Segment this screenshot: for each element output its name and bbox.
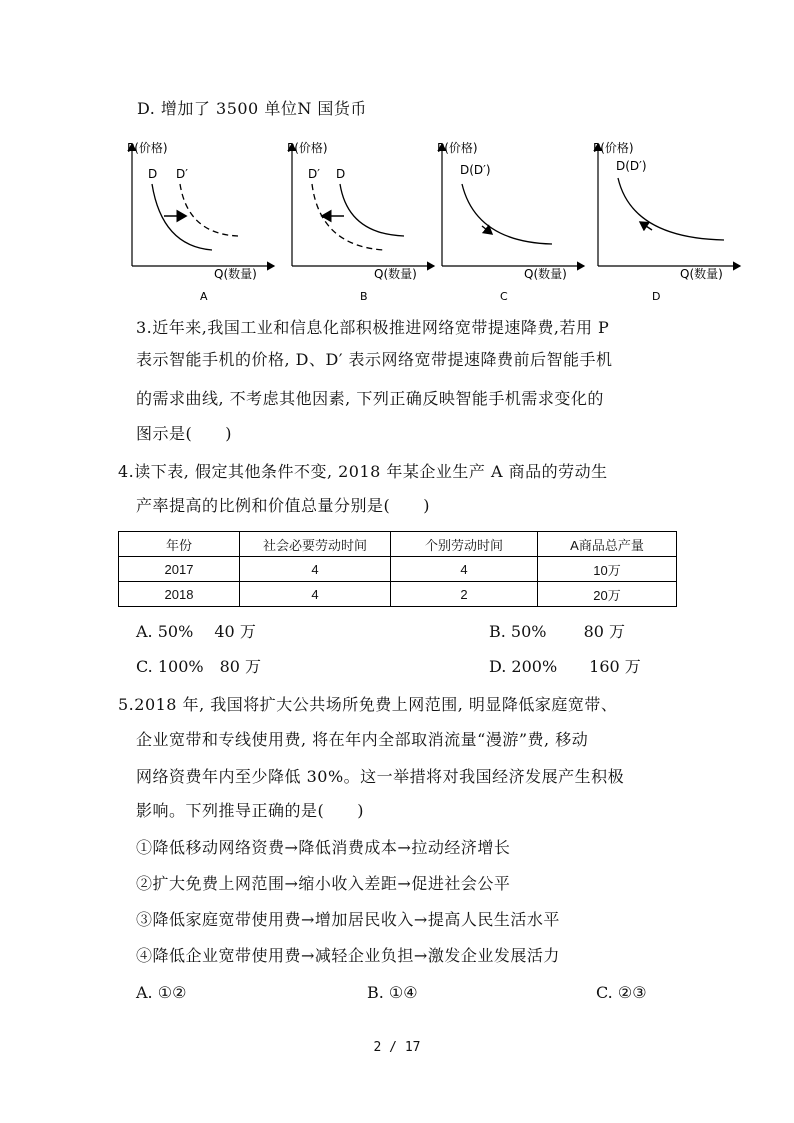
q4-data-table (118, 531, 677, 607)
graph-a-curve-label-d: D (148, 167, 158, 181)
graph-d-label: D (652, 290, 661, 303)
graph-b-curve-label-d-prime: D′ (308, 167, 320, 181)
q4-option-d: D. 200% 160 万 (489, 657, 641, 676)
graph-a-label: A (200, 290, 208, 303)
graph-d-q-axis: Q(数量) (680, 267, 723, 281)
table-row (119, 582, 677, 607)
q4-option-c: C. 100% 80 万 (136, 657, 262, 676)
graph-d-curve (618, 178, 724, 240)
q3-line-1: 3.近年来,我国工业和信息化部积极推进网络宽带提速降费,若用 P (136, 318, 610, 337)
graph-a-curve-d-prime (180, 184, 238, 236)
q3-line-3: 的需求曲线, 不考虑其他因素, 下列正确反映智能手机需求变化的 (136, 389, 604, 408)
graph-c-label: C (500, 290, 508, 303)
graph-d-curve-label: D(D′) (616, 159, 647, 173)
q5-item-4: ④降低企业宽带使用费→减轻企业负担→激发企业发展活力 (136, 946, 560, 965)
graph-c-curve-label: D(D′) (460, 163, 491, 177)
graph-b-curve-label-d: D (336, 167, 346, 181)
graph-c-p-axis: P(价格) (437, 141, 478, 155)
table-cell: 4 (240, 582, 391, 607)
graph-a-curve-label-d-prime: D′ (176, 167, 188, 181)
demand-curve-graphs (124, 138, 744, 308)
graph-b-curve-d-prime (312, 184, 384, 250)
table-cell: 2018 (119, 582, 240, 607)
q5-option-c: C. ②③ (596, 983, 647, 1002)
q3-line-2: 表示智能手机的价格, D、D′ 表示网络宽带提速降费前后智能手机 (136, 350, 613, 369)
graph-c-curve (462, 184, 552, 244)
q4-line-2: 产率提高的比例和价值总量分别是( ) (136, 496, 430, 515)
table-cell: 4 (391, 557, 538, 582)
graph-a (127, 140, 274, 303)
q5-line-1: 5.2018 年, 我国将扩大公共场所免费上网范围, 明显降低家庭宽带、 (118, 695, 618, 714)
graph-b-p-axis: P(价格) (287, 141, 328, 155)
graph-c (437, 140, 584, 303)
table-header-cell: 年份 (119, 532, 240, 557)
table-row (119, 557, 677, 582)
table-cell: 4 (240, 557, 391, 582)
q5-line-2: 企业宽带和专线使用费, 将在年内全部取消流量“漫游”费, 移动 (136, 730, 589, 749)
graph-d-p-axis: P(价格) (593, 141, 634, 155)
graph-d (593, 140, 740, 303)
q3-line-4: 图示是( ) (136, 424, 232, 443)
graph-b (287, 140, 434, 303)
table-cell: 2017 (119, 557, 240, 582)
table-cell: 20万 (538, 582, 677, 607)
q5-line-4: 影响。下列推导正确的是( ) (136, 801, 364, 820)
graph-a-p-axis: P(价格) (127, 141, 168, 155)
graph-b-curve-d (340, 184, 404, 236)
q5-line-3: 网络资费年内至少降低 30%。这一举措将对我国经济发展产生积极 (136, 767, 625, 786)
table-header-row (119, 532, 677, 557)
table-cell: 2 (391, 582, 538, 607)
q5-option-a: A. ①② (136, 983, 187, 1002)
table-header-cell: A商品总产量 (538, 532, 677, 557)
graphs-svg (124, 138, 744, 308)
graph-b-label: B (360, 290, 368, 303)
graph-a-q-axis: Q(数量) (214, 267, 257, 281)
graph-c-q-axis: Q(数量) (524, 267, 567, 281)
q5-item-3: ③降低家庭宽带使用费→增加居民收入→提高人民生活水平 (136, 910, 560, 929)
q4-option-a: A. 50% 40 万 (136, 622, 256, 641)
q5-option-b: B. ①④ (367, 983, 418, 1002)
q4-option-b: B. 50% 80 万 (489, 622, 626, 641)
table-cell: 10万 (538, 557, 677, 582)
q4-line-1: 4.读下表, 假定其他条件不变, 2018 年某企业生产 A 商品的劳动生 (118, 462, 608, 481)
page-number: 2 / 17 (373, 1040, 421, 1055)
q2-option-d: D. 增加了 3500 单位N 国货币 (137, 99, 367, 118)
q5-item-2: ②扩大免费上网范围→缩小收入差距→促进社会公平 (136, 874, 511, 893)
graph-b-q-axis: Q(数量) (374, 267, 417, 281)
table-header-cell: 社会必要劳动时间 (240, 532, 391, 557)
q5-item-1: ①降低移动网络资费→降低消费成本→拉动经济增长 (136, 838, 511, 857)
table-header-cell: 个别劳动时间 (391, 532, 538, 557)
